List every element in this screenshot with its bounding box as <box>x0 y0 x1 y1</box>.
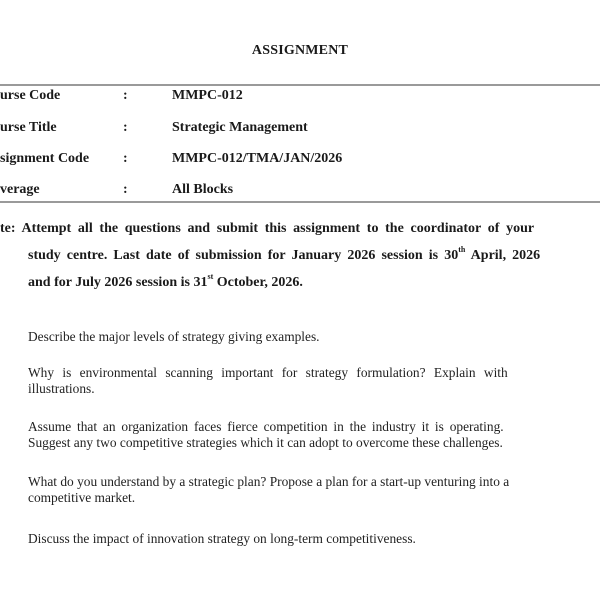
note-line-3 <box>28 269 303 296</box>
info-label: urse Code <box>0 88 61 103</box>
info-row-course-code <box>0 88 600 108</box>
question-line: Suggest any two competitive strategies which it can adopt to overcome these challenges. <box>28 435 503 450</box>
info-value: MMPC-012/TMA/JAN/2026 <box>172 151 343 166</box>
info-row-course-title <box>0 120 600 140</box>
note-line-3-text: and for July 2026 session is 31 <box>28 275 208 290</box>
question-line: Why is environmental scanning important for strategy formulation? Explain with <box>28 365 508 380</box>
info-row-assignment-code <box>0 151 600 171</box>
info-value: All Blocks <box>172 182 234 197</box>
question-1 <box>28 329 600 345</box>
question-line: What do you understand by a strategic plan? Propose a plan for a start-up venturing into a <box>28 474 510 489</box>
info-colon: : <box>123 88 128 103</box>
info-value: Strategic Management <box>172 120 308 135</box>
note-line-1: te: Attempt all the questions and submit this assignment to the coordinator of your <box>0 221 535 236</box>
note-superscript-th: th <box>458 245 466 254</box>
info-row-coverage <box>0 182 600 202</box>
question-5 <box>28 531 600 547</box>
question-line: competitive market. <box>28 490 136 505</box>
question-line: illustrations. <box>28 381 95 396</box>
note-line-2 <box>28 242 540 269</box>
info-colon: : <box>123 182 128 197</box>
question-line: Assume that an organization faces fierce competition in the industry it is operating. <box>28 419 504 434</box>
note-line-2-end: April, 2026 <box>465 248 541 263</box>
info-label: signment Code <box>0 151 90 166</box>
info-label: verage <box>0 182 40 197</box>
question-line: Describe the major levels of strategy giving examples. <box>28 329 320 344</box>
info-colon: : <box>123 120 128 135</box>
note-superscript-st: st <box>207 272 214 281</box>
question-4 <box>28 474 600 506</box>
info-value: MMPC-012 <box>172 88 243 103</box>
question-line: Discuss the impact of innovation strategy on long-term competitiveness. <box>28 531 416 546</box>
note-line-2-text: study centre. Last date of submission for January 2026 session is 30 <box>28 248 459 263</box>
info-label: urse Title <box>0 120 57 135</box>
info-colon: : <box>123 151 128 166</box>
question-3 <box>28 419 600 451</box>
note-line-3-end: October, 2026. <box>213 275 303 290</box>
question-2 <box>28 365 600 397</box>
assignment-title: ASSIGNMENT <box>251 43 349 58</box>
top-divider <box>0 84 600 86</box>
bottom-divider <box>0 201 600 203</box>
